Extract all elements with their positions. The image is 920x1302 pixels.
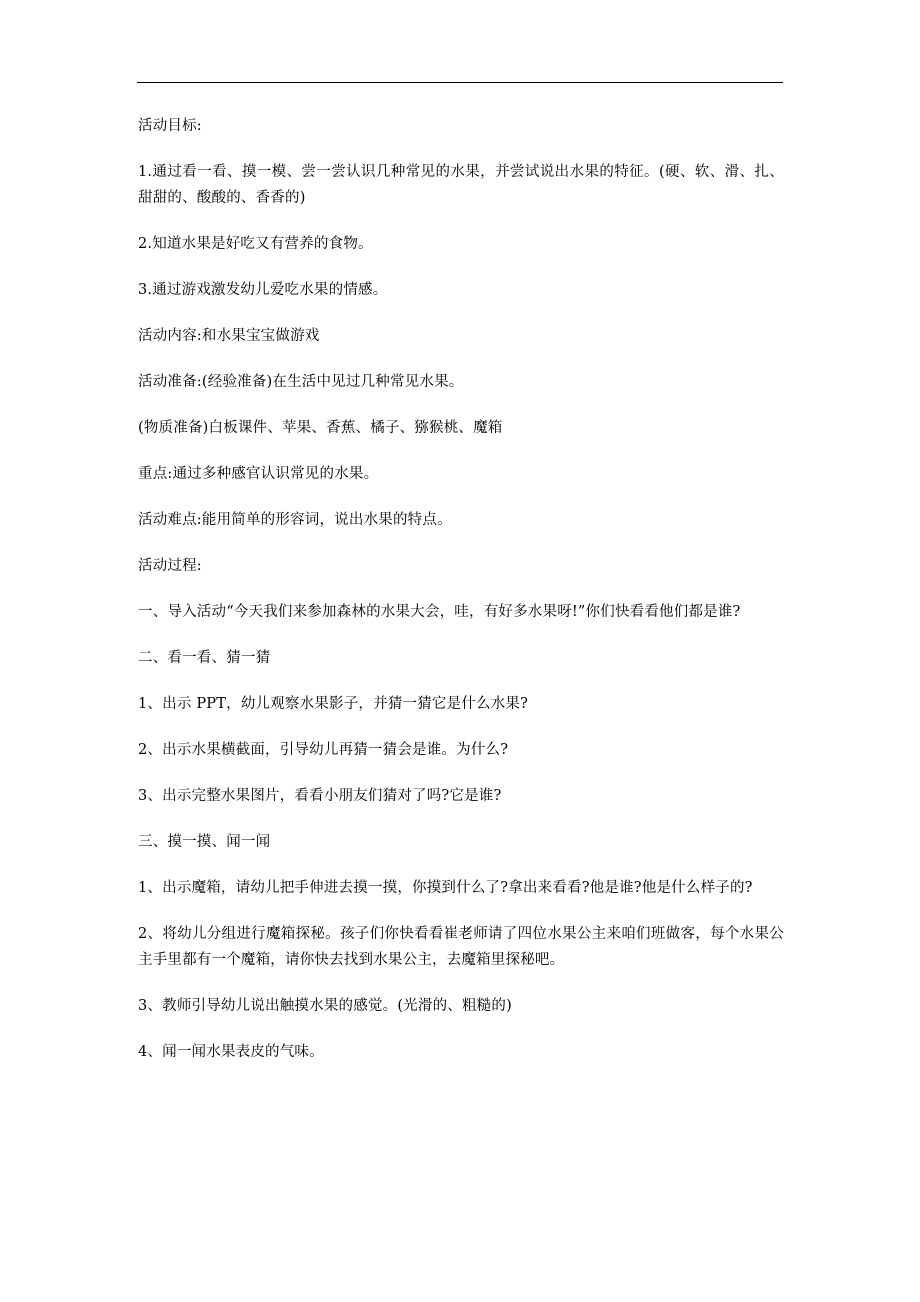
process-step-3-item-4: 4、闻一闻水果表皮的气味。: [138, 1044, 324, 1060]
process-step-2-item-3: 3、出示完整水果图片，看看小朋友们猜对了吗?它是谁?: [138, 788, 502, 804]
document-body: [138, 113, 784, 1085]
process-step-2-item-2: 2、出示水果横截面，引导幼儿再猜一猜会是谁。为什么?: [138, 742, 509, 758]
goal-item-1: 1.通过看一看、摸一模、尝一尝认识几种常见的水果，并尝试说出水果的特征。(硬、软、滑、扎、甜甜的、酸酸的、香香的): [138, 164, 784, 206]
activity-content: 活动内容:和水果宝宝做游戏: [138, 328, 320, 344]
process-step-1-intro: 一、导入活动“今天我们来参加森林的水果大会，哇，有好多水果呀!”你们快看看他们都是谁?: [138, 604, 741, 620]
header-rule: [137, 82, 783, 83]
goal-item-3: 3.通过游戏激发幼儿爱吃水果的情感。: [138, 282, 388, 298]
activity-preparation-materials: (物质准备)白板课件、苹果、香蕉、橘子、猕猴桃、魔箱: [138, 420, 503, 436]
difficult-point: 活动难点:能用简单的形容词，说出水果的特点。: [138, 512, 452, 528]
process-step-3-item-3: 3、教师引导幼儿说出触摸水果的感觉。(光滑的、粗糙的): [138, 998, 512, 1014]
process-step-3-heading: 三、摸一摸、闻一闻: [138, 834, 271, 850]
key-point: 重点:通过多种感官认识常见的水果。: [138, 466, 379, 482]
heading-activity-process: 活动过程:: [138, 558, 202, 574]
goal-item-2: 2.知道水果是好吃又有营养的食物。: [138, 236, 373, 252]
heading-activity-goals: 活动目标:: [138, 118, 202, 134]
process-step-2-heading: 二、看一看、猜一猜: [138, 650, 271, 666]
process-step-2-item-1: 1、出示 PPT，幼儿观察水果影子，并猜一猜它是什么水果?: [138, 696, 529, 712]
activity-preparation-experience: 活动准备:(经验准备)在生活中见过几种常见水果。: [138, 374, 464, 390]
process-step-3-item-1: 1、出示魔箱，请幼儿把手伸进去摸一摸，你摸到什么了?拿出来看看?他是谁?他是什么样子的?: [138, 880, 753, 896]
process-step-3-item-2: 2、将幼儿分组进行魔箱探秘。孩子们你快看看崔老师请了四位水果公主来咱们班做客，每个水果公主手里都有一个魔箱，请你快去找到水果公主，去魔箱里探秘吧。: [138, 926, 784, 968]
